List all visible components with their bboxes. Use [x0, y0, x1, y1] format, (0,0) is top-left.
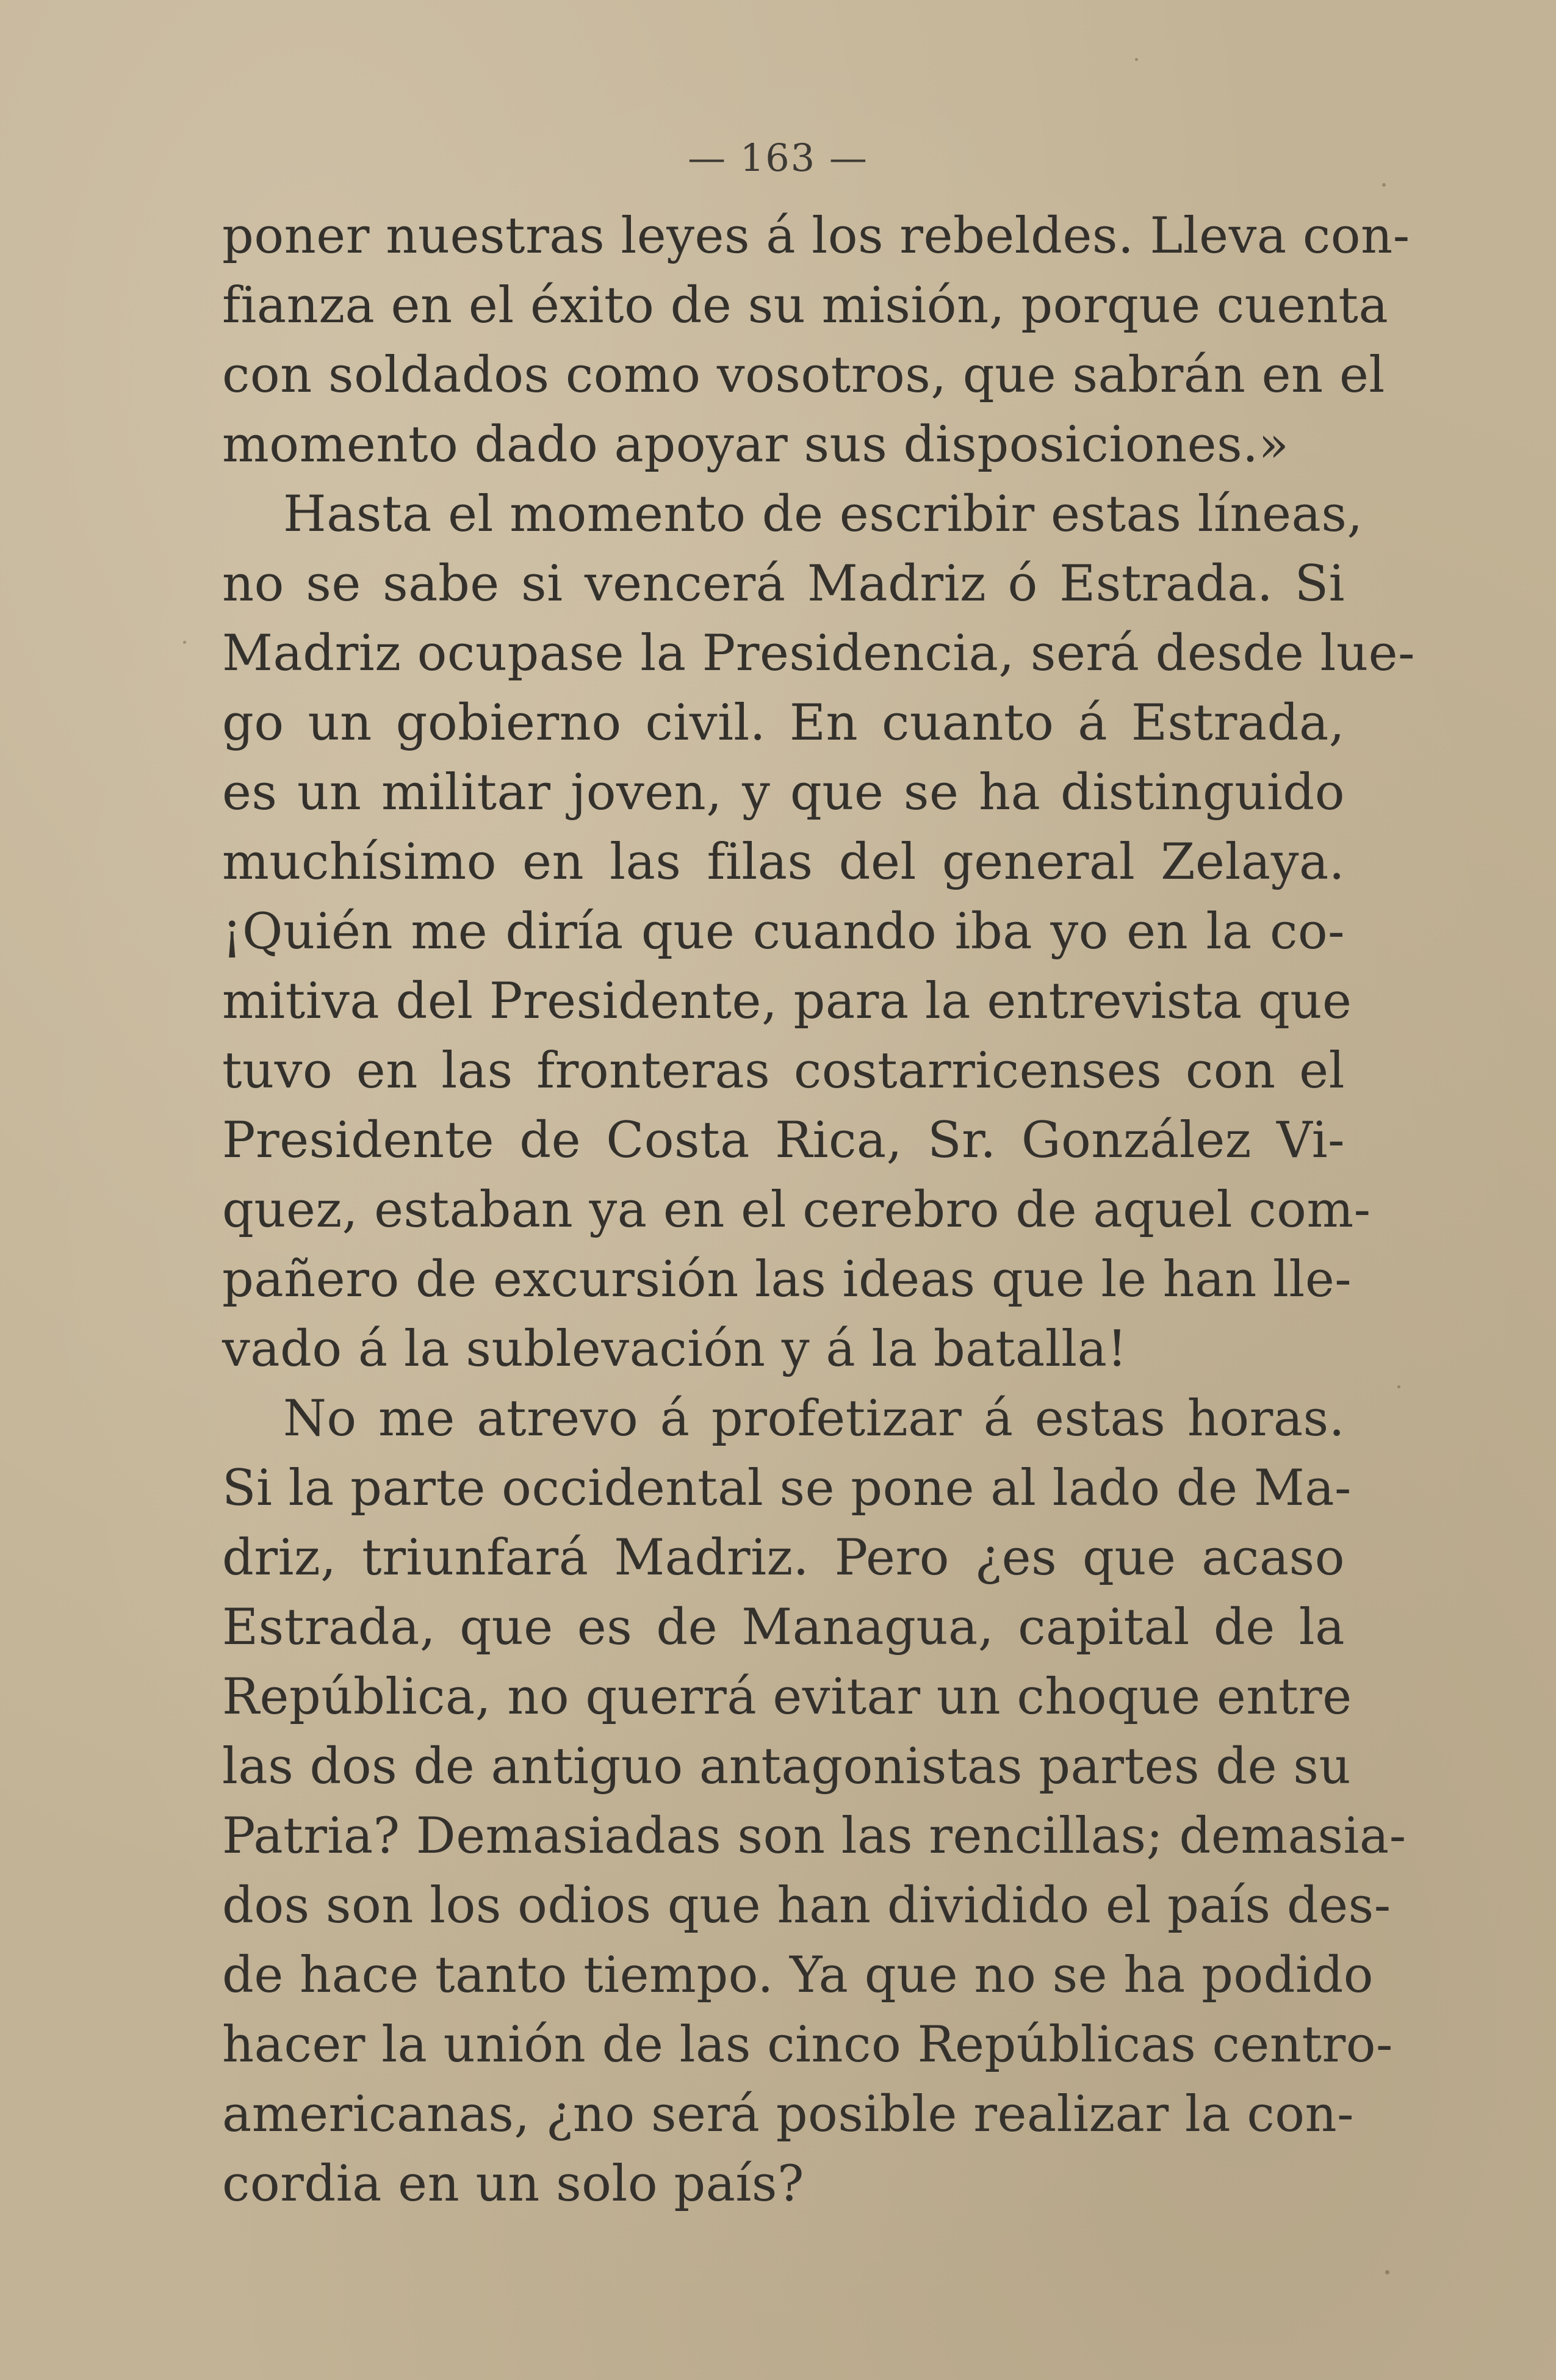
text-line: es un militar joven, y que se ha distinguido [222, 764, 1345, 821]
text-line: Si la parte occidental se pone al lado de Ma- [222, 1460, 1352, 1517]
text-line: vado á la sublevación y á la batalla! [222, 1321, 1128, 1378]
text-line: hacer la unión de las cinco Repúblicas centro- [222, 2016, 1393, 2074]
text-line: go un gobierno civil. En cuanto á Estrada, [222, 694, 1345, 752]
text-line: las dos de antiguo antagonistas partes de su [222, 1738, 1352, 1795]
text-line: fianza en el éxito de su misión, porque cuenta [222, 277, 1389, 334]
text-line: muchísimo en las filas del general Zelaya. [222, 834, 1345, 891]
text-line: de hace tanto tiempo. Ya que no se ha podido [222, 1947, 1374, 2004]
text-line: ¡Quién me diría que cuando iba yo en la co- [222, 903, 1345, 961]
text-line: Estrada, que es de Managua, capital de la [222, 1599, 1345, 1656]
text-line: Presidente de Costa Rica, Sr. González Vi- [222, 1112, 1345, 1169]
text-line: con soldados como vosotros, que sabrán en el [222, 347, 1385, 404]
text-line: americanas, ¿no será posible realizar la con- [222, 2086, 1355, 2143]
body-text [222, 201, 1415, 2219]
text-line: no se sabe si vencerá Madriz ó Estrada. Si [222, 555, 1345, 613]
text-line: cordia en un solo país? [222, 2155, 804, 2213]
paper-speck [1397, 1385, 1400, 1388]
text-line: Hasta el momento de escribir estas líneas, [283, 486, 1363, 543]
text-line: tuvo en las fronteras costarricenses con el [222, 1042, 1345, 1100]
text-line: mitiva del Presidente, para la entrevista que [222, 973, 1352, 1030]
text-line: poner nuestras leyes á los rebeldes. Lleva con- [222, 207, 1410, 265]
text-line: momento dado apoyar sus disposiciones.» [222, 416, 1289, 474]
text-line: dos son los odios que han dividido el país des- [222, 1877, 1391, 1935]
text-line: driz, triunfará Madriz. Pero ¿es que acaso [222, 1529, 1345, 1587]
page-number: — 163 — [688, 135, 868, 180]
paper-speck [1382, 183, 1386, 187]
text-line: quez, estaban ya en el cerebro de aquel com- [222, 1181, 1371, 1239]
text-line: República, no querrá evitar un choque entre [222, 1668, 1352, 1726]
paper-speck [1385, 2270, 1389, 2274]
text-line: No me atrevo á profetizar á estas horas. [283, 1390, 1345, 1448]
text-line: pañero de excursión las ideas que le han lle- [222, 1251, 1352, 1308]
paper-speck [1135, 58, 1138, 61]
paper-speck [183, 641, 186, 644]
text-line: Madriz ocupase la Presidencia, será desde lue- [222, 625, 1415, 682]
text-line: Patria? Demasiadas son las rencillas; demasia- [222, 1808, 1407, 1865]
